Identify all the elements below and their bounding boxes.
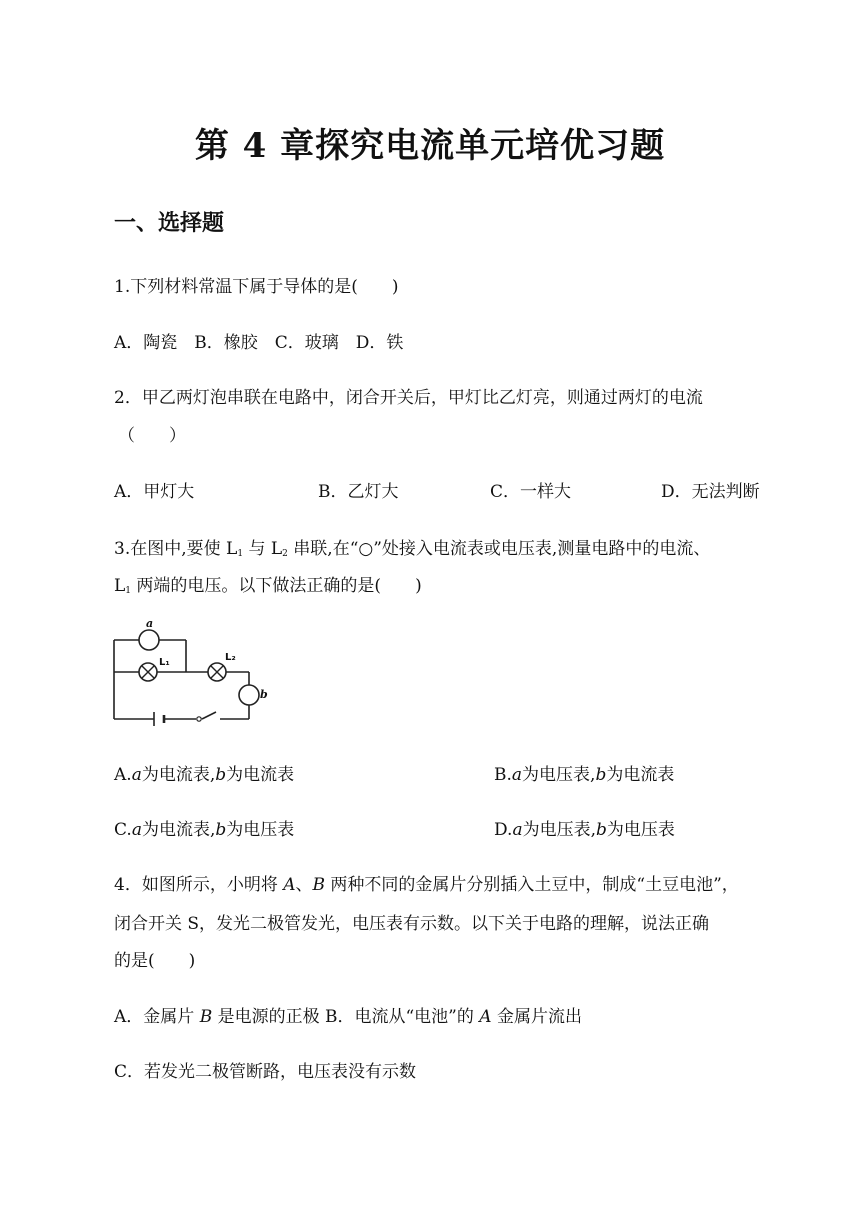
q4-var: B bbox=[312, 875, 326, 895]
q3-subscript: 1 bbox=[125, 586, 132, 596]
question-2-option-d: D．无法判断 bbox=[661, 482, 760, 502]
question-3-option-c bbox=[114, 815, 294, 840]
question-3-option-d bbox=[494, 815, 675, 840]
q3-subscript: 2 bbox=[282, 549, 288, 559]
q4-var: B bbox=[199, 1007, 213, 1027]
option-text: 为电流表, bbox=[141, 765, 216, 785]
option-text: 为电压表 bbox=[606, 820, 675, 840]
question-4-option-c: C．若发光二极管断路，电压表没有示数 bbox=[114, 1062, 417, 1082]
option-prefix: C. bbox=[114, 820, 132, 840]
option-var: a bbox=[512, 820, 523, 840]
q4-text: 4．如图所示，小明将 bbox=[114, 875, 284, 895]
lamp-l1-icon bbox=[139, 663, 157, 681]
question-4-stem-line3: 的是( ) bbox=[114, 951, 196, 971]
q3-text: 串联,在“○”处接入电流表或电压表,测量电路中的电流、 bbox=[287, 539, 711, 559]
q3-subscript: 1 bbox=[237, 549, 244, 559]
meter-a-icon bbox=[139, 630, 159, 650]
circuit-diagram bbox=[108, 616, 268, 726]
question-3-stem-line2 bbox=[114, 571, 422, 596]
circuit-label-a: a bbox=[146, 617, 154, 630]
question-2-answer-blank: （ ） bbox=[118, 426, 186, 446]
q4-text: 金属片流出 bbox=[491, 1007, 582, 1027]
option-text: 为电流表 bbox=[606, 765, 675, 785]
option-var: a bbox=[511, 765, 523, 785]
q3-text: L bbox=[114, 576, 126, 596]
option-var: a bbox=[131, 765, 142, 785]
q4-text: 两种不同的金属片分别插入土豆中，制成“土豆电池”， bbox=[325, 875, 739, 895]
q4-text: 是电源的正极 B．电流从“电池”的 bbox=[212, 1007, 480, 1027]
option-text: 为电压表 bbox=[226, 820, 295, 840]
question-2-option-b: B．乙灯大 bbox=[318, 482, 399, 502]
page-title: 第 4 章探究电流单元培优习题 bbox=[194, 126, 666, 166]
option-text: 为电压表, bbox=[522, 765, 596, 785]
question-3-option-b bbox=[494, 760, 674, 785]
question-2-option-a: A．甲灯大 bbox=[114, 482, 195, 502]
option-text: 为电压表, bbox=[522, 820, 596, 840]
question-1-stem: 1.下列材料常温下属于导体的是( ) bbox=[114, 277, 399, 297]
question-4-stem-line1 bbox=[114, 870, 739, 895]
q4-text: 、 bbox=[295, 875, 313, 895]
option-text: 为电流表 bbox=[226, 765, 295, 785]
lamp-l2-icon bbox=[208, 663, 226, 681]
option-prefix: A. bbox=[114, 765, 132, 785]
option-var: b bbox=[595, 820, 607, 840]
option-var: b bbox=[215, 820, 227, 840]
q3-text: 两端的电压。以下做法正确的是( ) bbox=[131, 576, 422, 596]
question-3-stem-line1 bbox=[114, 534, 710, 559]
switch-icon bbox=[197, 717, 201, 721]
q4-var: A bbox=[283, 875, 296, 895]
option-var: a bbox=[131, 820, 142, 840]
section-heading: 一、选择题 bbox=[114, 211, 225, 236]
q3-text: 与 L bbox=[243, 539, 283, 559]
question-4-stem-line2: 闭合开关 S，发光二极管发光，电压表有示数。以下关于电路的理解，说法正确 bbox=[114, 914, 710, 934]
circuit-label-l2: L₂ bbox=[225, 652, 236, 663]
question-1-options: A．陶瓷 B．橡胶 C．玻璃 D．铁 bbox=[114, 333, 404, 353]
circuit-label-l1: L₁ bbox=[159, 657, 170, 668]
q4-text: A．金属片 bbox=[114, 1007, 200, 1027]
option-text: 为电流表, bbox=[141, 820, 216, 840]
question-4-option-ab bbox=[114, 1002, 582, 1027]
option-var: b bbox=[215, 765, 227, 785]
question-3-option-a bbox=[114, 760, 294, 785]
option-prefix: B. bbox=[494, 765, 512, 785]
question-2-option-c: C．一样大 bbox=[490, 482, 572, 502]
question-2-stem: 2．甲乙两灯泡串联在电路中，闭合开关后，甲灯比乙灯亮，则通过两灯的电流 bbox=[114, 388, 703, 408]
battery-icon bbox=[154, 712, 164, 726]
option-var: b bbox=[595, 765, 607, 785]
q4-var: A bbox=[479, 1007, 492, 1027]
meter-b-icon bbox=[239, 685, 259, 705]
q3-text: 3.在图中,要使 L bbox=[114, 539, 238, 559]
circuit-label-b: b bbox=[260, 688, 268, 701]
option-prefix: D. bbox=[494, 820, 513, 840]
